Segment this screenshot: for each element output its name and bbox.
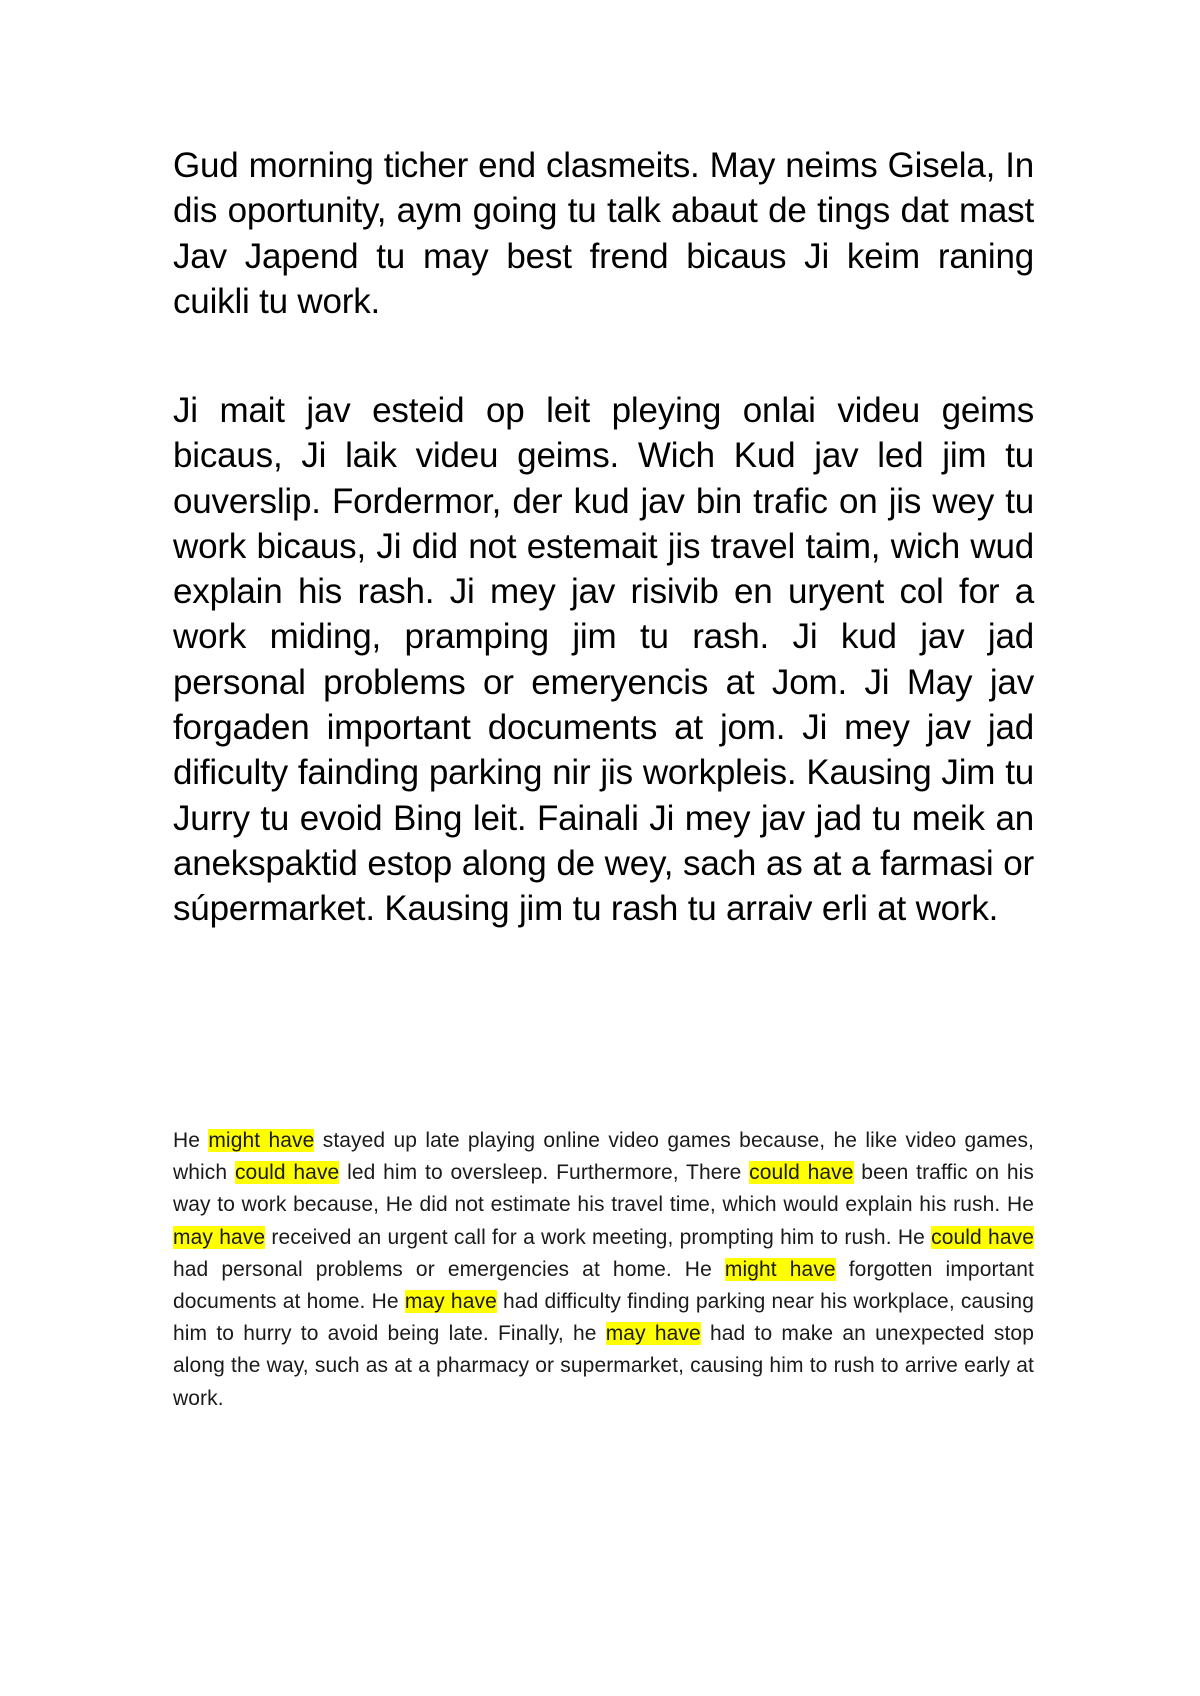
text-segment: had to make an unexpected stop along the way, such as at a pharmacy or supermarket, causing him to rush to arrive early at work. bbox=[173, 1322, 1034, 1410]
text-segment: forgotten important documents at home. He bbox=[173, 1257, 1034, 1314]
highlighted-modal-phrase: might have bbox=[208, 1129, 315, 1152]
highlighted-modal-phrase: may have bbox=[404, 1290, 497, 1314]
highlighted-modal-phrase: may have bbox=[173, 1225, 266, 1249]
text-segment: led him to oversleep. Furthermore, There bbox=[339, 1161, 750, 1185]
text-segment: He bbox=[173, 1129, 209, 1152]
text-segment: received an urgent call for a work meeting, prompting him to rush. He bbox=[265, 1225, 932, 1249]
highlighted-modal-phrase: might have bbox=[724, 1257, 836, 1281]
text-segment: stayed up late playing online video games because, he like video games, which bbox=[173, 1129, 1034, 1185]
highlighted-modal-phrase: could have bbox=[931, 1225, 1034, 1249]
paragraph-introduction: Gud morning ticher end clasmeits. May neims Gisela, In dis oportunity, aym going tu talk abaut de tings dat mast Jav Japend tu may best frend bicaus Ji keim raning cuikli tu work. bbox=[173, 146, 1034, 321]
highlighted-modal-phrase: may have bbox=[605, 1322, 701, 1346]
highlighted-modal-phrase: could have bbox=[749, 1161, 854, 1185]
text-segment: had personal problems or emergencies at home. He bbox=[173, 1257, 725, 1281]
text-segment: been traffic on his way to work because, He did not estimate his travel time, which would explain his rush. He bbox=[173, 1161, 1035, 1217]
highlighted-modal-phrase: could have bbox=[234, 1161, 340, 1185]
paragraph-english-explanation bbox=[173, 1125, 1034, 1415]
paragraph-phonetic-explanation: Ji mait jav esteid op leit pleying onlai videu geims bicaus, Ji laik videu geims. Wich Kud jav led jim tu ouverslip. Fordermor, der kud jav bin trafic on jis wey tu work bicaus, Ji did not estemait jis travel taim, wich wud explain his rash. Ji mey jav risivib en uryent col for a work miding, pramping jim tu rash. Ji kud jav jad personal problems or emeryencis at Jom. Ji May jav forgaden important documents at jom. Ji mey jav jad dificulty fainding parking nir jis workpleis. Kausing Jim tu Jurry tu evoid Bing leit. Fainali Ji mey jav jad tu meik an anekspaktid estop along de wey, sach as at a farmasi or súpermarket. Kausing jim tu rash tu arraiv erli at work. bbox=[173, 391, 1034, 929]
text-segment: had difficulty finding parking near his workplace, causing him to hurry to avoid being late. Finally, he bbox=[173, 1290, 1034, 1346]
